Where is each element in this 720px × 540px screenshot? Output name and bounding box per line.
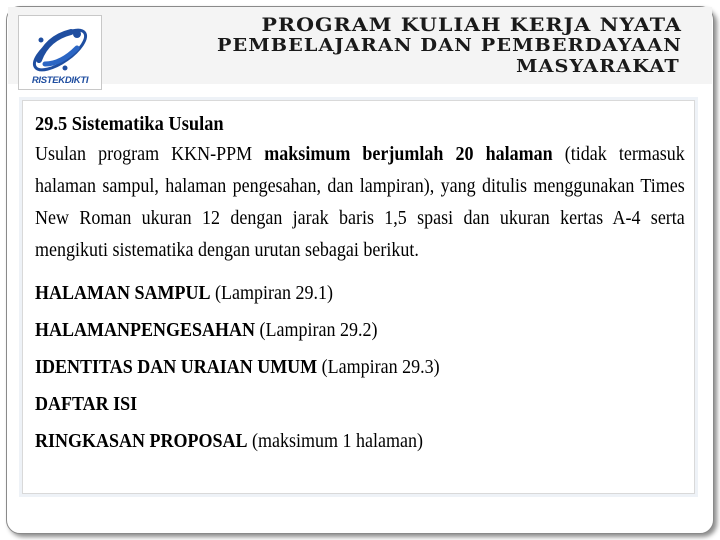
logo-label: RISTEKDIKTI — [31, 75, 89, 86]
item-heading: IDENTITAS DAN URAIAN UMUM — [35, 356, 318, 378]
item-heading: DAFTAR ISI — [35, 393, 138, 415]
item-heading: HALAMAN SAMPUL — [35, 282, 211, 304]
list-item — [35, 391, 620, 417]
list-item — [35, 317, 620, 343]
header-title-line1: PROGRAM KULIAH KERJA NYATA — [261, 14, 682, 36]
list-item — [35, 280, 620, 306]
document-excerpt — [22, 100, 695, 494]
item-note: (Lampiran 29.1) — [210, 282, 333, 304]
para-start: Usulan program KKN-PPM — [35, 143, 265, 165]
section-paragraph — [35, 138, 685, 266]
slide-header — [8, 7, 712, 84]
header-title-line3: MASYARAKAT — [516, 57, 680, 77]
item-heading: HALAMANPENGESAHAN — [35, 319, 256, 341]
item-heading: RINGKASAN PROPOSAL — [35, 430, 248, 452]
section-title: 29.5 Sistematika Usulan — [35, 113, 224, 135]
header-title-line2: PEMBELAJARAN DAN PEMBERDAYAAN — [216, 36, 682, 56]
item-note: (Lampiran 29.2) — [255, 319, 378, 341]
list-item — [35, 428, 620, 454]
para-end: (tidak termasuk halaman sampul, halaman pengesahan, dan lampiran), yang ditulis menggunakan Times New Roman ukuran 12 dengan jarak baris 1,5 spasi dan ukuran kertas A-4 serta mengikuti sistematika dengan urutan sebagai berikut. — [35, 143, 685, 261]
list-item — [35, 354, 620, 380]
header-title — [82, 15, 682, 78]
para-bold: maksimum berjumlah 20 halaman — [264, 143, 553, 165]
item-note: (maksimum 1 halaman) — [247, 430, 423, 452]
item-note: (Lampiran 29.3) — [317, 356, 440, 378]
document-body — [35, 111, 685, 454]
